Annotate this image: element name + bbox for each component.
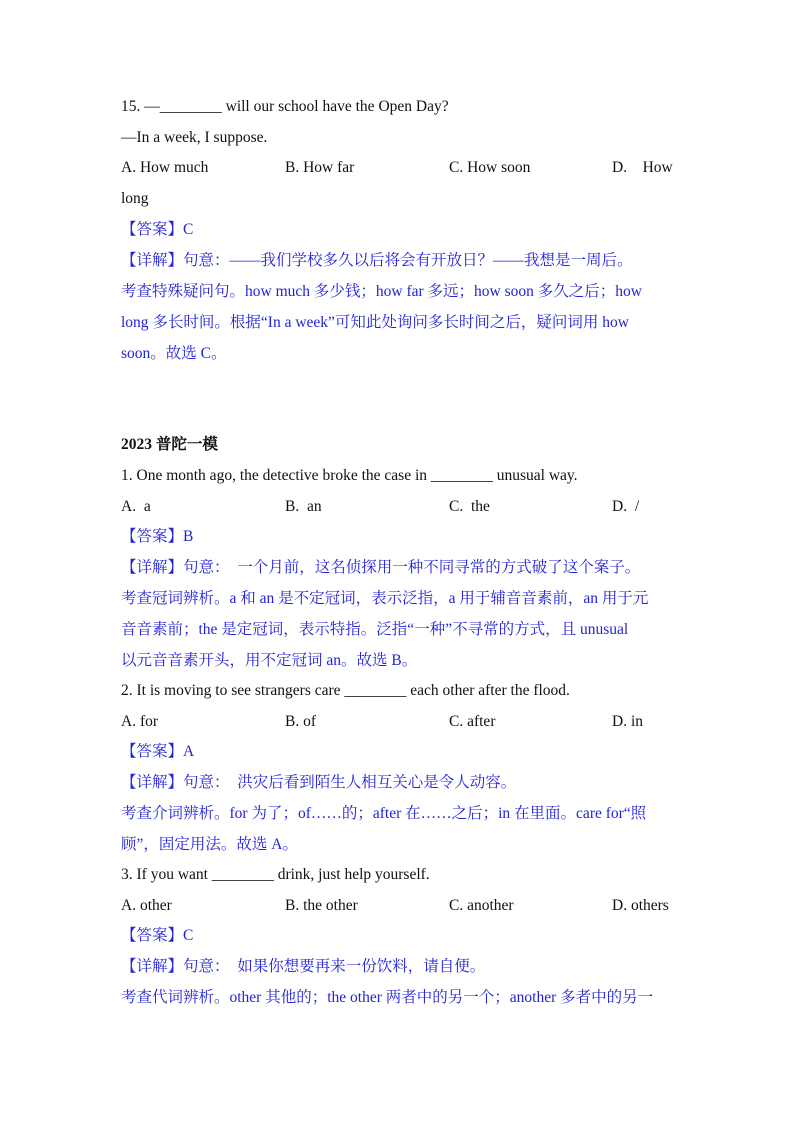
q2-analysis-line-2: 顾”，固定用法。故选 A。 [121, 836, 298, 853]
q15-option-d-wrap: long [121, 190, 149, 207]
q15-answer: 【答案】C [121, 221, 194, 238]
q15-option-d: D. How [612, 159, 673, 176]
question-2-text: 2. It is moving to see strangers care ________ each other after the flood. [121, 682, 570, 699]
q1-answer: 【答案】B [121, 528, 194, 545]
q2-option-b: B. of [285, 713, 316, 730]
q3-answer: 【答案】C [121, 927, 194, 944]
q15-option-a: A. How much [121, 159, 209, 176]
q1-option-c: C. the [449, 498, 490, 515]
q15-option-b: B. How far [285, 159, 355, 176]
q3-option-b: B. the other [285, 897, 358, 914]
q3-analysis-line-1: 考查代词辨析。other 其他的；the other 两者中的另一个；another 多者中的另一 [121, 989, 654, 1006]
q15-analysis-line-1: 考查特殊疑问句。how much 多少钱；how far 多远；how soon 多久之后；how [121, 283, 642, 300]
q1-analysis-line-2: 音音素前；the 是定冠词，表示特指。泛指“一种”不寻常的方式，且 unusual [121, 621, 629, 638]
q1-option-a: A. a [121, 498, 151, 515]
q1-analysis-line-3: 以元音音素开头，用不定冠词 an。故选 B。 [121, 652, 418, 669]
q1-option-d: D. / [612, 498, 640, 515]
q3-option-d: D. others [612, 897, 669, 914]
q15-detail: 【详解】句意：——我们学校多久以后将会有开放日？——我想是一周后。 [121, 252, 633, 269]
question-15-text: 15. —________ will our school have the Open Day? [121, 98, 449, 115]
q15-option-c: C. How soon [449, 159, 531, 176]
section-title: 2023 普陀一模 [121, 436, 218, 453]
q1-option-b: B. an [285, 498, 322, 515]
question-3-text: 3. If you want ________ drink, just help yourself. [121, 866, 430, 883]
q15-analysis-line-3: soon。故选 C。 [121, 345, 227, 362]
q2-option-d: D. in [612, 713, 643, 730]
q15-analysis-line-2: long 多长时间。根据“In a week”可知此处询问多长时间之后，疑问词用 how [121, 314, 630, 331]
q2-option-c: C. after [449, 713, 496, 730]
question-1-text: 1. One month ago, the detective broke the case in ________ unusual way. [121, 467, 578, 484]
q1-analysis-line-1: 考查冠词辨析。a 和 an 是不定冠词，表示泛指，a 用于辅音音素前，an 用于元 [121, 590, 649, 607]
q2-answer: 【答案】A [121, 743, 195, 760]
q3-option-a: A. other [121, 897, 172, 914]
question-15-reply: —In a week, I suppose. [121, 129, 268, 146]
q3-option-c: C. another [449, 897, 514, 914]
q2-analysis-line-1: 考查介词辨析。for 为了；of……的；after 在……之后；in 在里面。care for“照 [121, 805, 647, 822]
q2-option-a: A. for [121, 713, 159, 730]
q1-detail: 【详解】句意： 一个月前，这名侦探用一种不同寻常的方式破了这个案子。 [121, 559, 641, 576]
q3-detail: 【详解】句意： 如果你想要再来一份饮料，请自便。 [121, 958, 486, 975]
q2-detail: 【详解】句意： 洪灾后看到陌生人相互关心是令人动容。 [121, 774, 517, 791]
